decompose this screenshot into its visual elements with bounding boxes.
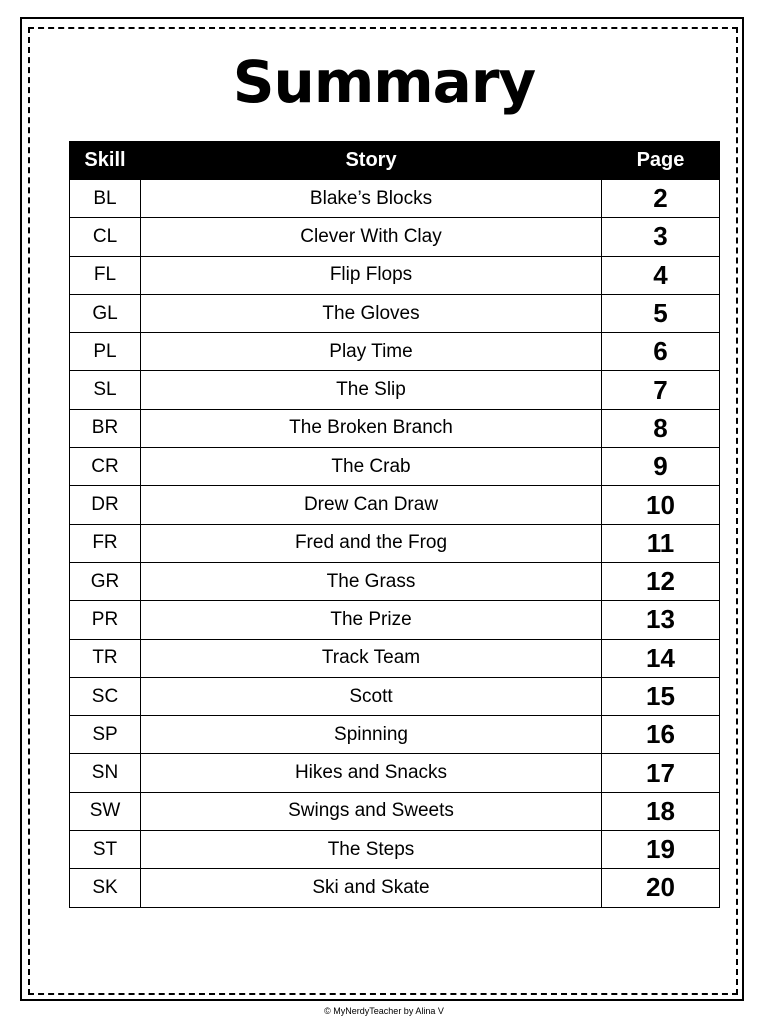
skill-cell: GR (70, 562, 141, 600)
table-row (70, 256, 720, 294)
story-cell: The Grass (141, 562, 602, 600)
story-cell: The Broken Branch (141, 409, 602, 447)
story-cell: Ski and Skate (141, 869, 602, 907)
page-number-cell: 6 (602, 333, 720, 371)
skill-cell: CR (70, 448, 141, 486)
skill-cell: PL (70, 333, 141, 371)
page-number-cell: 19 (602, 831, 720, 869)
story-cell: The Prize (141, 601, 602, 639)
page-number-cell: 14 (602, 639, 720, 677)
table-row (70, 562, 720, 600)
skill-cell: SL (70, 371, 141, 409)
table-row (70, 639, 720, 677)
table-row (70, 180, 720, 218)
page-number-cell: 7 (602, 371, 720, 409)
skill-cell: SK (70, 869, 141, 907)
skill-cell: SP (70, 716, 141, 754)
story-cell: Play Time (141, 333, 602, 371)
table-row (70, 218, 720, 256)
story-cell: Track Team (141, 639, 602, 677)
story-cell: The Steps (141, 831, 602, 869)
skill-cell: BR (70, 409, 141, 447)
table-row (70, 754, 720, 792)
skill-cell: SW (70, 792, 141, 830)
story-cell: The Slip (141, 371, 602, 409)
table-row (70, 294, 720, 332)
table-row (70, 371, 720, 409)
story-cell: Blake’s Blocks (141, 180, 602, 218)
story-cell: The Gloves (141, 294, 602, 332)
table-body (70, 180, 720, 908)
skill-cell: ST (70, 831, 141, 869)
page-number-cell: 11 (602, 524, 720, 562)
page-number-cell: 15 (602, 677, 720, 715)
page-number-cell: 20 (602, 869, 720, 907)
table-row (70, 792, 720, 830)
page-number-cell: 13 (602, 601, 720, 639)
table-row (70, 831, 720, 869)
skill-column-header: Skill (70, 142, 141, 180)
story-cell: Flip Flops (141, 256, 602, 294)
page-number-cell: 17 (602, 754, 720, 792)
table-row (70, 869, 720, 907)
page-number-cell: 18 (602, 792, 720, 830)
page-column-header: Page (602, 142, 720, 180)
story-cell: Hikes and Snacks (141, 754, 602, 792)
story-cell: Clever With Clay (141, 218, 602, 256)
table-header-row (70, 142, 720, 180)
page-number-cell: 16 (602, 716, 720, 754)
table-row (70, 486, 720, 524)
summary-table (69, 141, 720, 908)
page-number-cell: 8 (602, 409, 720, 447)
page-number-cell: 10 (602, 486, 720, 524)
page-title: Summary (232, 48, 536, 116)
story-cell: Swings and Sweets (141, 792, 602, 830)
table-row (70, 601, 720, 639)
skill-cell: DR (70, 486, 141, 524)
page-number-cell: 3 (602, 218, 720, 256)
story-cell: Spinning (141, 716, 602, 754)
skill-cell: BL (70, 180, 141, 218)
skill-cell: FR (70, 524, 141, 562)
table-row (70, 409, 720, 447)
table-row (70, 716, 720, 754)
table-row (70, 677, 720, 715)
story-cell: Scott (141, 677, 602, 715)
page-number-cell: 12 (602, 562, 720, 600)
story-cell: Drew Can Draw (141, 486, 602, 524)
page-number-cell: 2 (602, 180, 720, 218)
page-number-cell: 4 (602, 256, 720, 294)
skill-cell: CL (70, 218, 141, 256)
skill-cell: PR (70, 601, 141, 639)
page-number-cell: 9 (602, 448, 720, 486)
copyright-footer: © MyNerdyTeacher by Alina V (324, 1006, 444, 1016)
page-number-cell: 5 (602, 294, 720, 332)
skill-cell: FL (70, 256, 141, 294)
table-row (70, 448, 720, 486)
story-column-header: Story (141, 142, 602, 180)
skill-cell: TR (70, 639, 141, 677)
story-cell: Fred and the Frog (141, 524, 602, 562)
table-row (70, 333, 720, 371)
skill-cell: SN (70, 754, 141, 792)
skill-cell: GL (70, 294, 141, 332)
table-row (70, 524, 720, 562)
story-cell: The Crab (141, 448, 602, 486)
skill-cell: SC (70, 677, 141, 715)
